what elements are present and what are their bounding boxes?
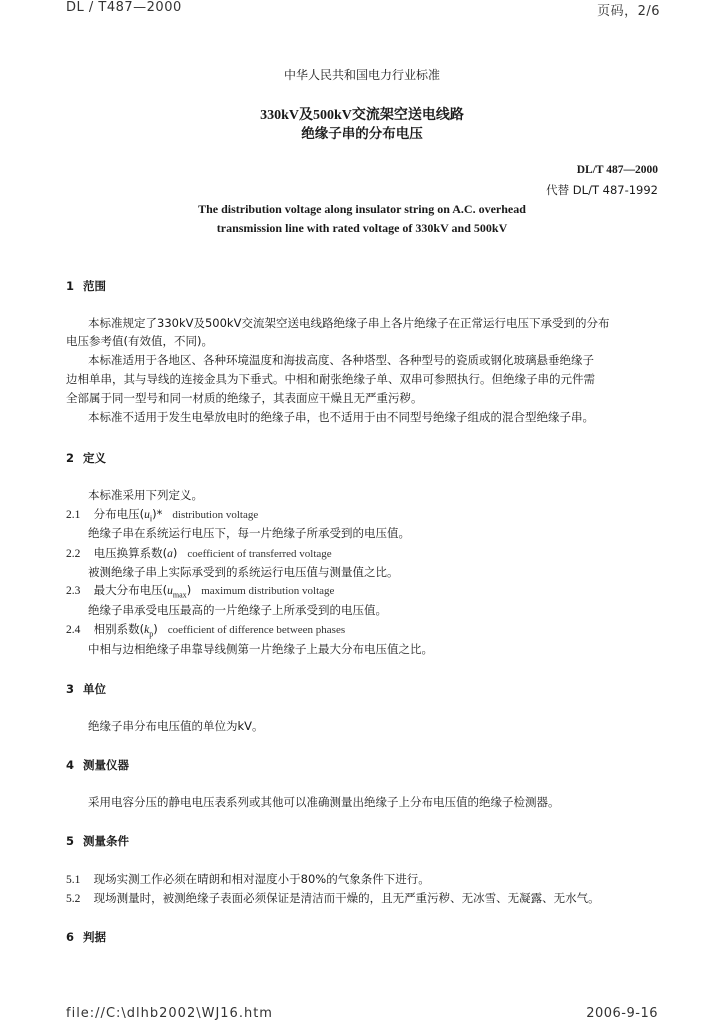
definition-term: 最大分布电压( (93, 583, 168, 597)
definition-2-1-desc: 绝缘子串在系统运行电压下，每一片绝缘子所承受到的电压值。 (88, 526, 410, 540)
org-title: 中华人民共和国电力行业标准 (283, 68, 440, 82)
definition-2-2-desc: 被测绝缘子串上实际承受到的系统运行电压值与测量值之比。 (88, 565, 399, 579)
definition-english: maximum distribution voltage (201, 585, 335, 597)
definition-number: 2.1 (66, 509, 81, 521)
definition-term-tail: ) (172, 546, 178, 560)
definition-2-1 (66, 507, 258, 526)
title-line-1: 330kV及500kV交流架空送电线路 (260, 108, 464, 123)
section-1-heading (66, 278, 106, 294)
section-title: 测量条件 (83, 834, 129, 848)
s1-paragraph-2b: 边相单串，其与导线的连接金具为下垂式。中相和耐张绝缘子单、双串可参照执行。但绝缘子串的元件需 (66, 372, 595, 386)
definition-number: 2.2 (66, 548, 81, 560)
section-title: 范围 (83, 279, 106, 293)
section-title: 判据 (83, 930, 106, 944)
file-path-footer: file://C:\dlhb2002\WJ16.htm (66, 1006, 273, 1021)
definition-2-2 (66, 546, 332, 562)
definition-term-tail: ) (186, 583, 192, 597)
s3-text: 绝缘子串分布电压值的单位为kV。 (88, 719, 264, 733)
definition-term: 电压换算系数( (93, 546, 168, 560)
definition-symbol: u (167, 585, 173, 597)
page-number-header: 页码，2/6 (597, 4, 660, 19)
section-5-heading (66, 833, 129, 849)
section-title: 测量仪器 (83, 758, 129, 772)
item-number: 5.2 (66, 893, 81, 905)
section-4-heading (66, 757, 129, 773)
s1-paragraph-3: 本标准不适用于发生电晕放电时的绝缘子串，也不适用于由不同型号绝缘子组成的混合型绝缘子串。 (88, 410, 594, 424)
definition-subscript: p (149, 629, 154, 639)
english-title-line-2: transmission line with rated voltage of 330kV and 500kV (216, 221, 508, 235)
definition-2-4 (66, 622, 345, 641)
definition-2-3 (66, 583, 334, 602)
s1-paragraph-1b: 电压参考值(有效值，不同)。 (66, 334, 213, 348)
section-title: 定义 (83, 451, 106, 465)
definition-term-tail: ) (153, 622, 158, 636)
definition-term: 相别系数( (93, 622, 145, 636)
item-text: 现场测量时，被测绝缘子表面必须保证是清洁而干燥的，且无严重污秽、无冰雪、无凝露、无水气。 (93, 891, 600, 905)
definition-2-4-desc: 中相与边相绝缘子串靠导线侧第一片绝缘子上最大分布电压值之比。 (88, 642, 433, 656)
section-number: 3 (66, 682, 75, 696)
definition-2-3-desc: 绝缘子串承受电压最高的一片绝缘子上所承受到的电压值。 (88, 603, 387, 617)
s4-text: 采用电容分压的静电电压表系列或其他可以准确测量出绝缘子上分布电压值的绝缘子检测器。 (88, 795, 560, 809)
definition-english: coefficient of transferred voltage (187, 548, 332, 560)
title-line-2: 绝缘子串的分布电压 (301, 126, 423, 142)
s5-item-2 (66, 891, 600, 907)
s2-intro: 本标准采用下列定义。 (88, 488, 203, 502)
definition-subscript: i (149, 514, 153, 524)
definition-number: 2.3 (66, 585, 81, 597)
s5-item-1 (66, 872, 430, 888)
definition-symbol: u (144, 509, 150, 521)
definition-symbol: a (167, 548, 173, 560)
section-2-heading (66, 450, 106, 466)
replaces-standard: 代替 DL/T 487-1992 (546, 183, 658, 197)
section-number: 1 (66, 279, 75, 293)
definition-symbol: k (144, 624, 150, 636)
item-text: 现场实测工作必须在晴朗和相对湿度小于80%的气象条件下进行。 (93, 872, 430, 886)
definition-english: distribution voltage (172, 509, 259, 521)
s1-paragraph-2a: 本标准适用于各地区、各种环境温度和海拔高度、各种塔型、各种型号的瓷质或钢化玻璃悬垂绝缘子 (88, 353, 594, 367)
section-number: 4 (66, 758, 75, 772)
section-number: 5 (66, 834, 75, 848)
standard-number: DL/T 487—2000 (576, 164, 658, 176)
date-footer: 2006-9-16 (586, 1006, 658, 1021)
definition-term-tail: )* (152, 507, 163, 521)
section-number: 2 (66, 451, 75, 465)
s1-paragraph-2c: 全部属于同一型号和同一材质的绝缘子，其表面应干燥且无严重污秽。 (66, 391, 423, 405)
s1-paragraph-1a: 本标准规定了330kV及500kV交流架空送电线路绝缘子串上各片绝缘子在正常运行电压下承受到的分布 (88, 316, 610, 330)
section-3-heading (66, 681, 106, 697)
definition-number: 2.4 (66, 624, 81, 636)
definition-english: coefficient of difference between phases (167, 624, 346, 636)
item-number: 5.1 (66, 874, 81, 886)
english-title-line-1: The distribution voltage along insulator string on A.C. overhead (198, 202, 526, 216)
section-number: 6 (66, 930, 75, 944)
doc-code-header: DL / T487—2000 (66, 0, 182, 15)
definition-term: 分布电压( (93, 507, 145, 521)
section-title: 单位 (83, 682, 106, 696)
section-6-heading (66, 929, 106, 945)
definition-subscript: max (172, 590, 187, 600)
